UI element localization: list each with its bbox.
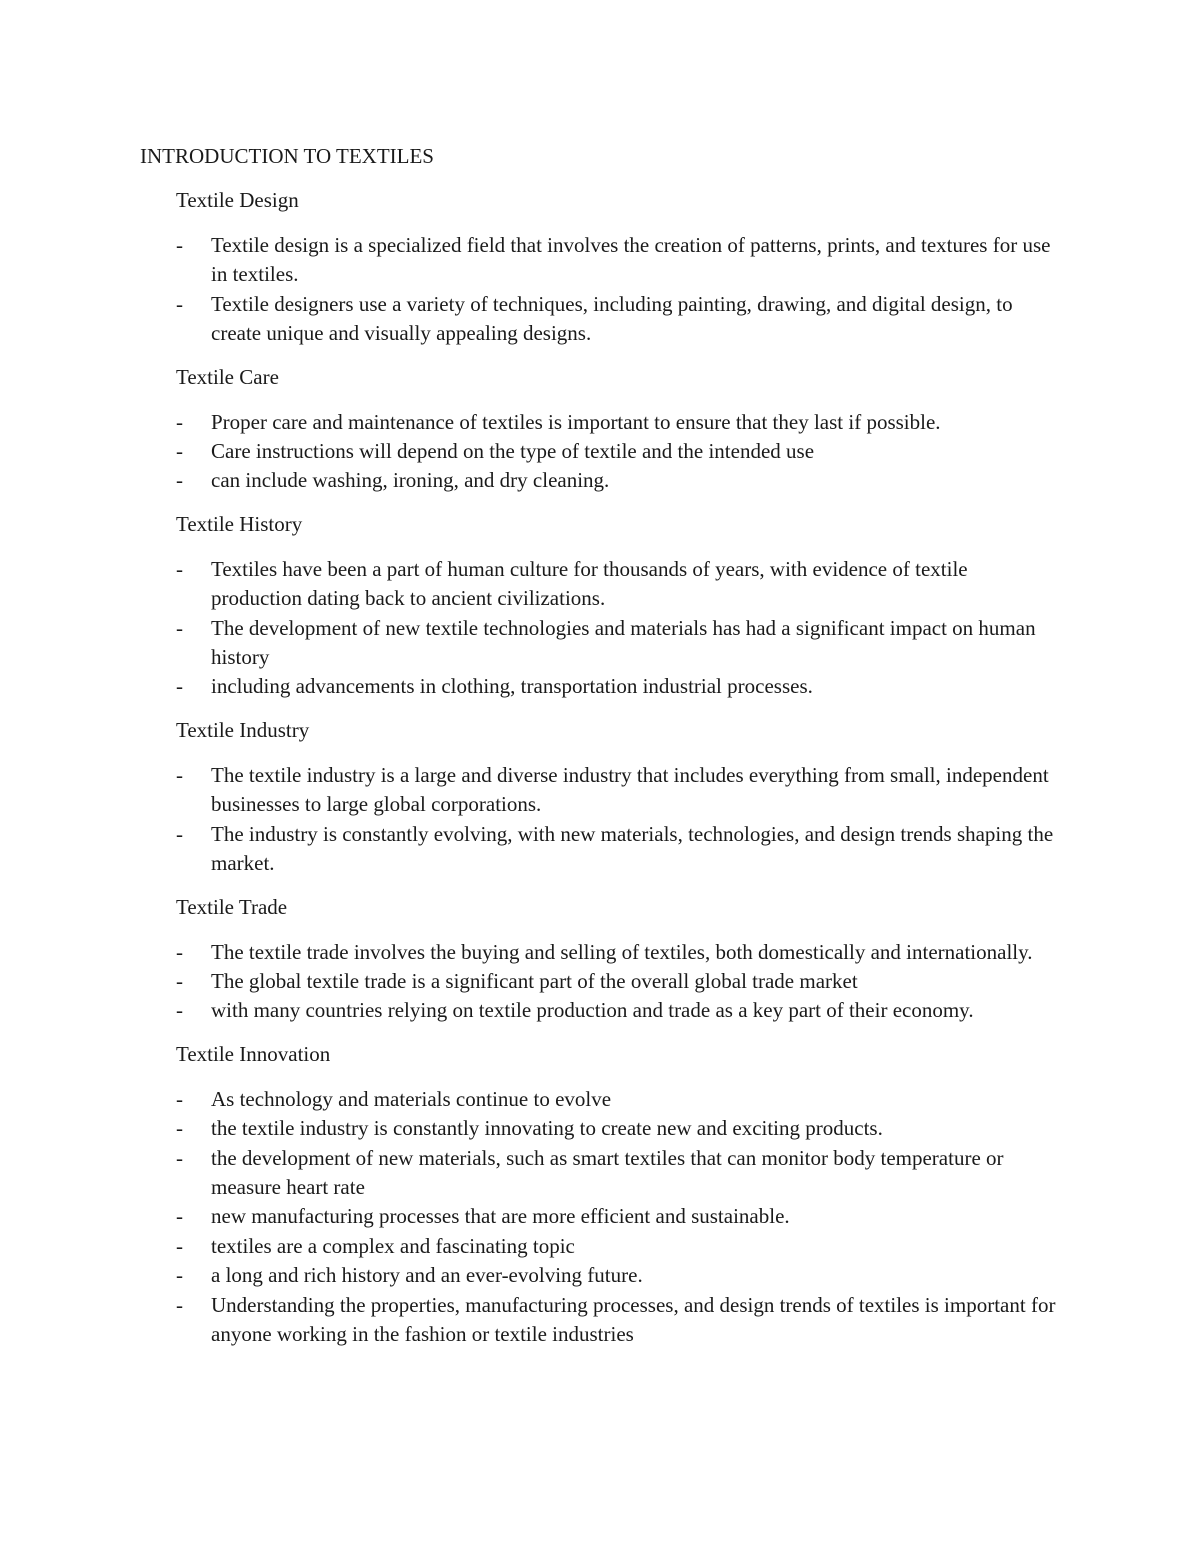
dash-marker: - [176,409,183,434]
list-item-text: The textile trade involves the buying and selling of textiles, both domestically and internationally. [211,939,1033,964]
list-item [176,1261,1056,1290]
dash-marker: - [176,1233,183,1258]
list-item [176,408,1056,437]
dash-marker: - [176,1292,183,1317]
list-item [176,231,1056,290]
list-item [176,1202,1056,1231]
section-heading: Textile Trade [176,894,288,919]
dash-marker: - [176,939,183,964]
dash-marker: - [176,1116,183,1141]
list-item-text: Care instructions will depend on the type of textile and the intended use [211,439,815,464]
list-item [176,820,1056,879]
bullet-list [176,408,1056,496]
list-item [176,761,1056,820]
list-item-text: Understanding the properties, manufacturing processes, and design trends of textiles is important for anyone working in the fashion or textile industries [211,1292,1056,1346]
list-item [176,1085,1056,1114]
list-item-text: the textile industry is constantly innovating to create new and exciting products. [211,1116,883,1141]
dash-marker: - [176,233,183,257]
section-textile-trade [176,893,1056,1026]
section-textile-industry [176,716,1056,879]
dash-marker: - [176,556,183,581]
dash-marker: - [176,674,183,699]
list-item [176,555,1056,614]
list-item-text: new manufacturing processes that are more efficient and sustainable. [211,1204,790,1229]
dash-marker: - [176,1204,183,1229]
bullet-list [176,938,1056,1026]
list-item-text: can include washing, ironing, and dry cleaning. [211,468,610,493]
section-textile-innovation [176,1040,1056,1350]
dash-marker: - [176,998,183,1023]
section-heading: Textile Design [176,188,299,212]
dash-marker: - [176,1263,183,1288]
section-heading: Textile Innovation [176,1041,331,1066]
list-item-text: Textiles have been a part of human culture for thousands of years, with evidence of textile production dating back to ancient civilizations. [211,556,968,611]
list-item [176,1232,1056,1261]
list-item-text: textiles are a complex and fascinating topic [211,1233,575,1258]
dash-marker: - [176,1145,183,1170]
list-item [176,967,1056,996]
list-item-text: the development of new materials, such as smart textiles that can monitor body temperature or measure heart rate [211,1145,1004,1199]
bullet-list [176,1085,1056,1350]
bullet-list [176,555,1056,702]
dash-marker: - [176,968,183,993]
section-heading: Textile History [176,511,303,536]
list-item [176,437,1056,466]
list-item-text: The textile industry is a large and diverse industry that includes everything from small, independent businesses to large global corporations. [211,762,1049,817]
list-item-text: including advancements in clothing, transportation industrial processes. [211,674,813,699]
list-item [176,938,1056,967]
dash-marker: - [176,1086,183,1111]
section-heading: Textile Care [176,364,279,389]
section-textile-care [176,363,1056,496]
list-item-text: As technology and materials continue to evolve [211,1086,612,1111]
list-item-text: The global textile trade is a significant part of the overall global trade market [211,968,858,993]
list-item [176,614,1056,673]
list-item [176,290,1056,349]
list-item [176,466,1056,495]
list-item-text: The industry is constantly evolving, with new materials, technologies, and design trends shaping the market. [211,821,1054,876]
dash-marker: - [176,439,183,464]
list-item [176,1114,1056,1143]
dash-marker: - [176,468,183,493]
document-title: INTRODUCTION TO TEXTILES [140,144,434,168]
list-item-text: Proper care and maintenance of textiles is important to ensure that they last if possible. [211,409,941,434]
list-item-text: Textile design is a specialized field that involves the creation of patterns, prints, and textures for use in textiles. [211,233,1051,287]
list-item [176,672,1056,701]
dash-marker: - [176,291,183,316]
list-item-text: Textile designers use a variety of techniques, including painting, drawing, and digital design, to create unique and visually appealing designs. [211,291,1013,346]
dash-marker: - [176,762,183,787]
list-item-text: a long and rich history and an ever-evolving future. [211,1263,643,1288]
list-item [176,996,1056,1025]
list-item-text: The development of new textile technologies and materials has had a significant impact on human history [211,615,1036,670]
dash-marker: - [176,821,183,846]
bullet-list [176,231,1056,349]
section-textile-history [176,510,1056,702]
list-item-text: with many countries relying on textile production and trade as a key part of their economy. [211,998,974,1023]
bullet-list [176,761,1056,879]
section-textile-design [176,186,1056,349]
document-sections [176,186,1056,1363]
list-item [176,1144,1056,1203]
list-item [176,1291,1056,1350]
dash-marker: - [176,615,183,640]
section-heading: Textile Industry [176,717,310,742]
